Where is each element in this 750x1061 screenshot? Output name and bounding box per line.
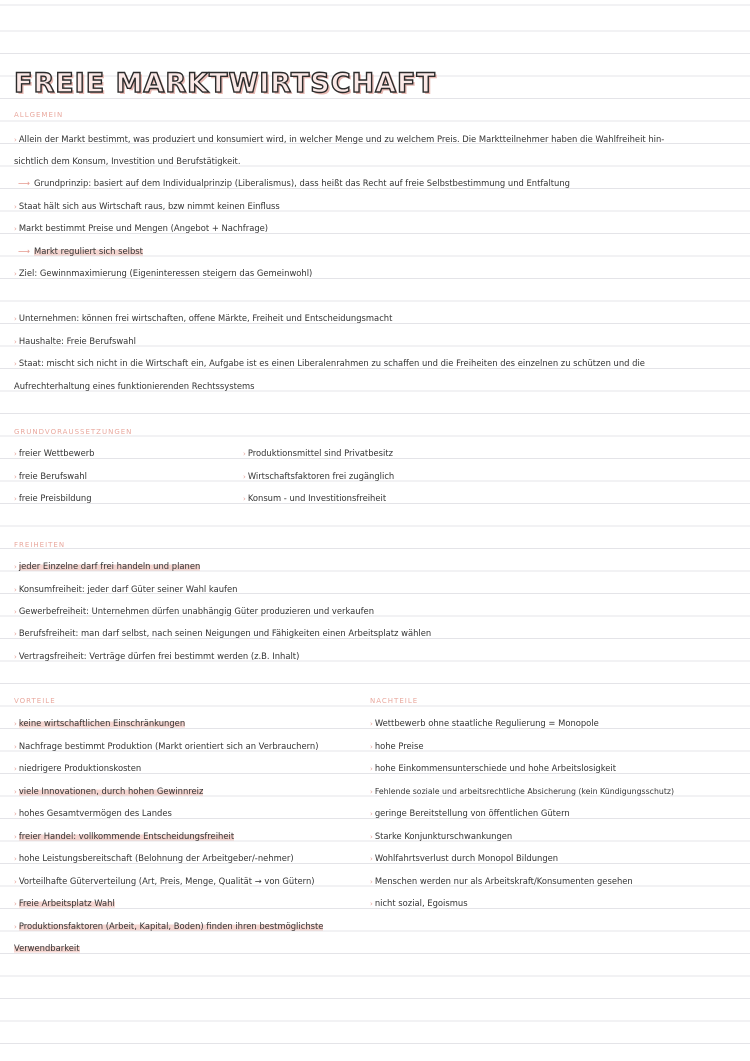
list-item: › Wettbewerb ohne staatliche Regulierung = Monopole bbox=[370, 718, 599, 728]
bullet-icon: › bbox=[370, 788, 373, 796]
list-item: › geringe Bereitstellung von öffentlichen Gütern bbox=[370, 808, 570, 818]
list-item: ⟶ Grundprinzip: basiert auf dem Individualprinzip (Liberalismus), dass heißt das Recht auf freie Selbstbestimmung und Entfaltung bbox=[18, 178, 570, 188]
list-item: › hohes Gesamtvermögen des Landes bbox=[14, 808, 172, 818]
list-item: › Gewerbefreiheit: Unternehmen dürfen unabhängig Güter produzieren und verkaufen bbox=[14, 606, 375, 616]
bullet-icon: › bbox=[14, 743, 17, 751]
list-item: › Haushalte: Freie Berufswahl bbox=[14, 336, 136, 346]
list-item: › jeder Einzelne darf frei handeln und planen bbox=[14, 561, 201, 571]
bullet-icon: › bbox=[14, 338, 17, 346]
bullet-icon: › bbox=[14, 788, 17, 796]
list-item: › freier Handel: vollkommende Entscheidungsfreiheit bbox=[14, 831, 235, 841]
list-item: › Ziel: Gewinnmaximierung (Eigeninteressen steigern das Gemeinwohl) bbox=[14, 268, 313, 278]
list-item: › Produktionsmittel sind Privatbesitz bbox=[243, 448, 394, 458]
list-item: sichtlich dem Konsum, Investition und Berufstätigkeit. bbox=[14, 156, 241, 166]
list-item: › Vertragsfreiheit: Verträge dürfen frei bestimmt werden (z.B. Inhalt) bbox=[14, 651, 300, 661]
list-item: › hohe Preise bbox=[370, 741, 424, 751]
bullet-icon: › bbox=[370, 743, 373, 751]
list-item: › nicht sozial, Egoismus bbox=[370, 898, 468, 908]
bullet-icon: › bbox=[14, 855, 17, 863]
list-item: Aufrechterhaltung eines funktionierenden Rechtssystems bbox=[14, 381, 255, 391]
arrow-right-icon: ⟶ bbox=[18, 246, 31, 256]
section-heading-grundvoraussetzungen: GRUNDVORAUSSETZUNGEN bbox=[14, 428, 133, 436]
page-title: FREIE MARKTWIRTSCHAFT bbox=[14, 68, 436, 99]
bullet-icon: › bbox=[14, 225, 17, 233]
list-item: › Konsum - und Investitionsfreiheit bbox=[243, 493, 387, 503]
bullet-icon: › bbox=[243, 473, 246, 481]
bullet-icon: › bbox=[14, 833, 17, 841]
bullet-icon: › bbox=[243, 495, 246, 503]
bullet-icon: › bbox=[14, 608, 17, 616]
list-item: › Freie Arbeitsplatz Wahl bbox=[14, 898, 115, 908]
list-item: › freie Berufswahl bbox=[14, 471, 87, 481]
bullet-icon: › bbox=[14, 923, 17, 931]
bullet-icon: › bbox=[370, 878, 373, 886]
list-item: › hohe Leistungsbereitschaft (Belohnung der Arbeitgeber/-nehmer) bbox=[14, 853, 294, 863]
list-item: › Menschen werden nur als Arbeitskraft/Konsumenten gesehen bbox=[370, 876, 633, 886]
list-item: › Fehlende soziale und arbeitsrechtliche Absicherung (kein Kündigungsschutz) bbox=[370, 787, 675, 796]
list-item: › viele Innovationen, durch hohen Gewinnreiz bbox=[14, 786, 204, 796]
list-item: › hohe Einkommensunterschiede und hohe Arbeitslosigkeit bbox=[370, 763, 617, 773]
bullet-icon: › bbox=[14, 878, 17, 886]
bullet-icon: › bbox=[14, 473, 17, 481]
bullet-icon: › bbox=[14, 136, 17, 144]
bullet-icon: › bbox=[14, 765, 17, 773]
bullet-icon: › bbox=[370, 810, 373, 818]
list-item: › Allein der Markt bestimmt, was produziert und konsumiert wird, in welcher Menge und zu welchem Preis. Die Marktteilnehmer haben die Wahlfreiheit hin- bbox=[14, 134, 665, 144]
arrow-right-icon: ⟶ bbox=[18, 178, 31, 188]
bullet-icon: › bbox=[14, 900, 17, 908]
list-item: › niedrigere Produktionskosten bbox=[14, 763, 142, 773]
bullet-icon: › bbox=[14, 495, 17, 503]
list-item: › Markt bestimmt Preise und Mengen (Angebot + Nachfrage) bbox=[14, 223, 269, 233]
list-item: › Starke Konjunkturschwankungen bbox=[370, 831, 513, 841]
bullet-icon: › bbox=[370, 900, 373, 908]
bullet-icon: › bbox=[14, 450, 17, 458]
list-item: ⟶ Markt reguliert sich selbst bbox=[18, 246, 143, 256]
list-item: › keine wirtschaftlichen Einschränkungen bbox=[14, 718, 186, 728]
list-item: › freie Preisbildung bbox=[14, 493, 92, 503]
bullet-icon: › bbox=[370, 855, 373, 863]
list-item: › Produktionsfaktoren (Arbeit, Kapital, Boden) finden ihren bestmöglichste bbox=[14, 921, 324, 931]
section-heading-allgemein: ALLGEMEIN bbox=[14, 111, 64, 119]
bullet-icon: › bbox=[370, 833, 373, 841]
bullet-icon: › bbox=[14, 653, 17, 661]
bullet-icon: › bbox=[243, 450, 246, 458]
list-item: › Wirtschaftsfaktoren frei zugänglich bbox=[243, 471, 395, 481]
bullet-icon: › bbox=[14, 630, 17, 638]
list-item: › Nachfrage bestimmt Produktion (Markt orientiert sich an Verbrauchern) bbox=[14, 741, 319, 751]
bullet-icon: › bbox=[14, 360, 17, 368]
bullet-icon: › bbox=[14, 810, 17, 818]
bullet-icon: › bbox=[370, 720, 373, 728]
list-item: Verwendbarkeit bbox=[14, 943, 80, 953]
list-item: › Vorteilhafte Güterverteilung (Art, Preis, Menge, Qualität → von Gütern) bbox=[14, 876, 315, 886]
list-item: › Staat: mischt sich nicht in die Wirtschaft ein, Aufgabe ist es einen Liberalenrahmen zu schaffen und die Freiheiten des einzelnen zu schützen und die bbox=[14, 358, 645, 368]
bullet-icon: › bbox=[14, 563, 17, 571]
list-item: › Wohlfahrtsverlust durch Monopol Bildungen bbox=[370, 853, 559, 863]
section-heading-freiheiten: FREIHEITEN bbox=[14, 541, 66, 549]
list-item: › Unternehmen: können frei wirtschaften, offene Märkte, Freiheit und Entscheidungsmacht bbox=[14, 313, 393, 323]
bullet-icon: › bbox=[14, 720, 17, 728]
bullet-icon: › bbox=[14, 203, 17, 211]
bullet-icon: › bbox=[14, 586, 17, 594]
list-item: › Berufsfreiheit: man darf selbst, nach seinen Neigungen und Fähigkeiten einen Arbeitsplatz wählen bbox=[14, 628, 432, 638]
bullet-icon: › bbox=[14, 270, 17, 278]
list-item: › Staat hält sich aus Wirtschaft raus, bzw nimmt keinen Einfluss bbox=[14, 201, 280, 211]
bullet-icon: › bbox=[14, 315, 17, 323]
list-item: › Konsumfreiheit: jeder darf Güter seiner Wahl kaufen bbox=[14, 584, 238, 594]
bullet-icon: › bbox=[370, 765, 373, 773]
list-item: › freier Wettbewerb bbox=[14, 448, 95, 458]
section-heading-vorteile: VORTEILE bbox=[14, 697, 56, 705]
section-heading-nachteile: NACHTEILE bbox=[370, 697, 419, 705]
